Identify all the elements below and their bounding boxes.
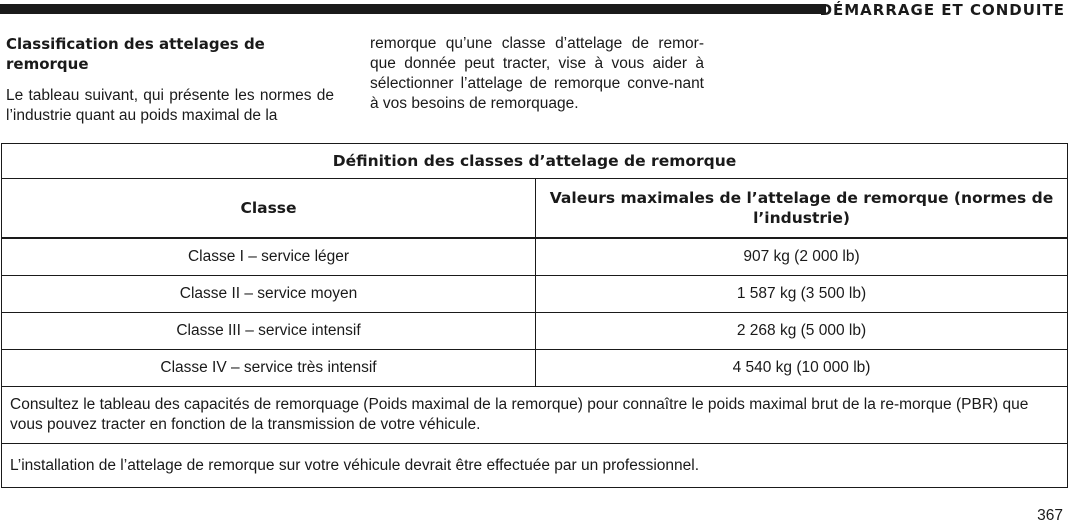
cell-valeur: 2 268 kg (5 000 lb)	[536, 313, 1068, 350]
intro-column-left	[6, 34, 334, 126]
table-row	[2, 350, 1068, 387]
header-rule	[0, 4, 826, 14]
table-caption: Définition des classes d’attelage de remorque	[2, 144, 1068, 179]
intro-paragraph-left: Le tableau suivant, qui présente les normes de l’industrie quant au poids maximal de la	[6, 87, 334, 124]
column-header-valeurs: Valeurs maximales de l’attelage de remorque (normes de l’industrie)	[536, 179, 1068, 239]
cell-valeur: 4 540 kg (10 000 lb)	[536, 350, 1068, 387]
table-row	[2, 238, 1068, 276]
table-note-capacity: Consultez le tableau des capacités de remorquage (Poids maximal de la remorque) pour connaître le poids maximal brut de la re-morque (PBR) que vous pouvez tracter en fonction de la transmission de votre véhicule.	[2, 387, 1068, 444]
table-note-installation: L’installation de l’attelage de remorque sur votre véhicule devrait être effectuée par un professionnel.	[2, 444, 1068, 488]
section-title: DÉMARRAGE ET CONDUITE	[819, 1, 1065, 19]
table-caption-row	[2, 144, 1068, 179]
table-row	[2, 276, 1068, 313]
section-heading: Classification des attelages de remorque	[6, 35, 265, 73]
table-note-row	[2, 444, 1068, 488]
cell-classe: Classe IV – service très intensif	[2, 350, 536, 387]
cell-valeur: 1 587 kg (3 500 lb)	[536, 276, 1068, 313]
cell-classe: Classe I – service léger	[2, 238, 536, 276]
cell-classe: Classe II – service moyen	[2, 276, 536, 313]
table-header-row	[2, 179, 1068, 239]
hitch-class-table	[1, 143, 1068, 488]
column-header-classe: Classe	[2, 179, 536, 239]
table-row	[2, 313, 1068, 350]
table-note-row	[2, 387, 1068, 444]
intro-column-right	[370, 34, 704, 114]
page-number: 367	[1037, 507, 1063, 524]
cell-valeur: 907 kg (2 000 lb)	[536, 238, 1068, 276]
cell-classe: Classe III – service intensif	[2, 313, 536, 350]
intro-paragraph-right: remorque qu’une classe d’attelage de remor-que donnée peut tracter, vise à vous aider à sélectionner l’attelage de remorque conve-nant à vos besoins de remorquage.	[370, 35, 704, 112]
